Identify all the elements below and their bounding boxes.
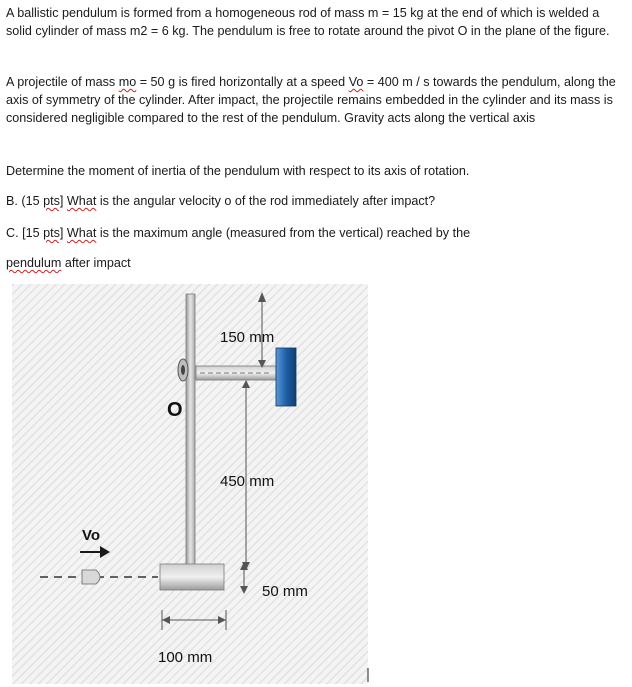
dim-label-100: 100 mm bbox=[158, 649, 213, 666]
pendulum-figure bbox=[0, 280, 632, 687]
question-b-rest: is the angular velocity o of the rod immediately after impact? bbox=[96, 194, 436, 208]
pivot-hole bbox=[181, 365, 185, 375]
question-c-rest: is the maximum angle (measured from the vertical) reached by the bbox=[96, 226, 471, 240]
question-b bbox=[6, 192, 626, 210]
question-c-continued bbox=[6, 254, 626, 272]
dim-label-450: 450 mm bbox=[220, 473, 275, 490]
velocity-symbol-vo: Vo bbox=[348, 75, 364, 89]
question-c-pts: pts] bbox=[43, 226, 64, 240]
problem-statement: A ballistic pendulum is formed from a homogeneous rod of mass m = 15 kg at the end of which is welded a solid cylinder of mass m2 = 6 kg. The pendulum is free to rotate around the pivot O in the plane of the figure. bbox=[6, 6, 610, 38]
mass-symbol-mo: mo bbox=[118, 75, 137, 89]
question-c bbox=[6, 224, 626, 242]
projectile-text-2: = 50 g is fired horizontally at a speed bbox=[136, 75, 349, 89]
pivot-label: O bbox=[167, 399, 183, 421]
projectile-text-3: = 400 m / s towards the pendulum, along the axis of symmetry of the cylinder. After impact, the projectile remains embedded in the cylinder and its mass is considered negligible compared to the rest of the pendulum. Gravity acts along the vertical axis bbox=[6, 75, 616, 125]
question-c-tail: after impact bbox=[61, 256, 131, 270]
cylinder-face bbox=[276, 348, 296, 406]
question-c-prefix: C. [15 bbox=[6, 226, 44, 240]
question-b-prefix: B. (15 bbox=[6, 194, 44, 208]
dim-label-50: 50 mm bbox=[262, 583, 308, 600]
rod bbox=[186, 294, 195, 576]
question-b-pts: pts] bbox=[43, 194, 64, 208]
projectile bbox=[82, 570, 100, 584]
question-a: Determine the moment of inertia of the pendulum with respect to its axis of rotation. bbox=[6, 164, 470, 178]
bottom-cylinder bbox=[160, 564, 224, 590]
projectile-text-1: A projectile of mass bbox=[6, 75, 119, 89]
question-c-pendulum: pendulum bbox=[6, 256, 62, 270]
question-c-what: What bbox=[66, 226, 97, 240]
velocity-label: Vo bbox=[82, 527, 101, 544]
question-b-what: What bbox=[66, 194, 97, 208]
projectile-paragraph bbox=[6, 73, 626, 127]
dim-label-150: 150 mm bbox=[220, 329, 275, 346]
